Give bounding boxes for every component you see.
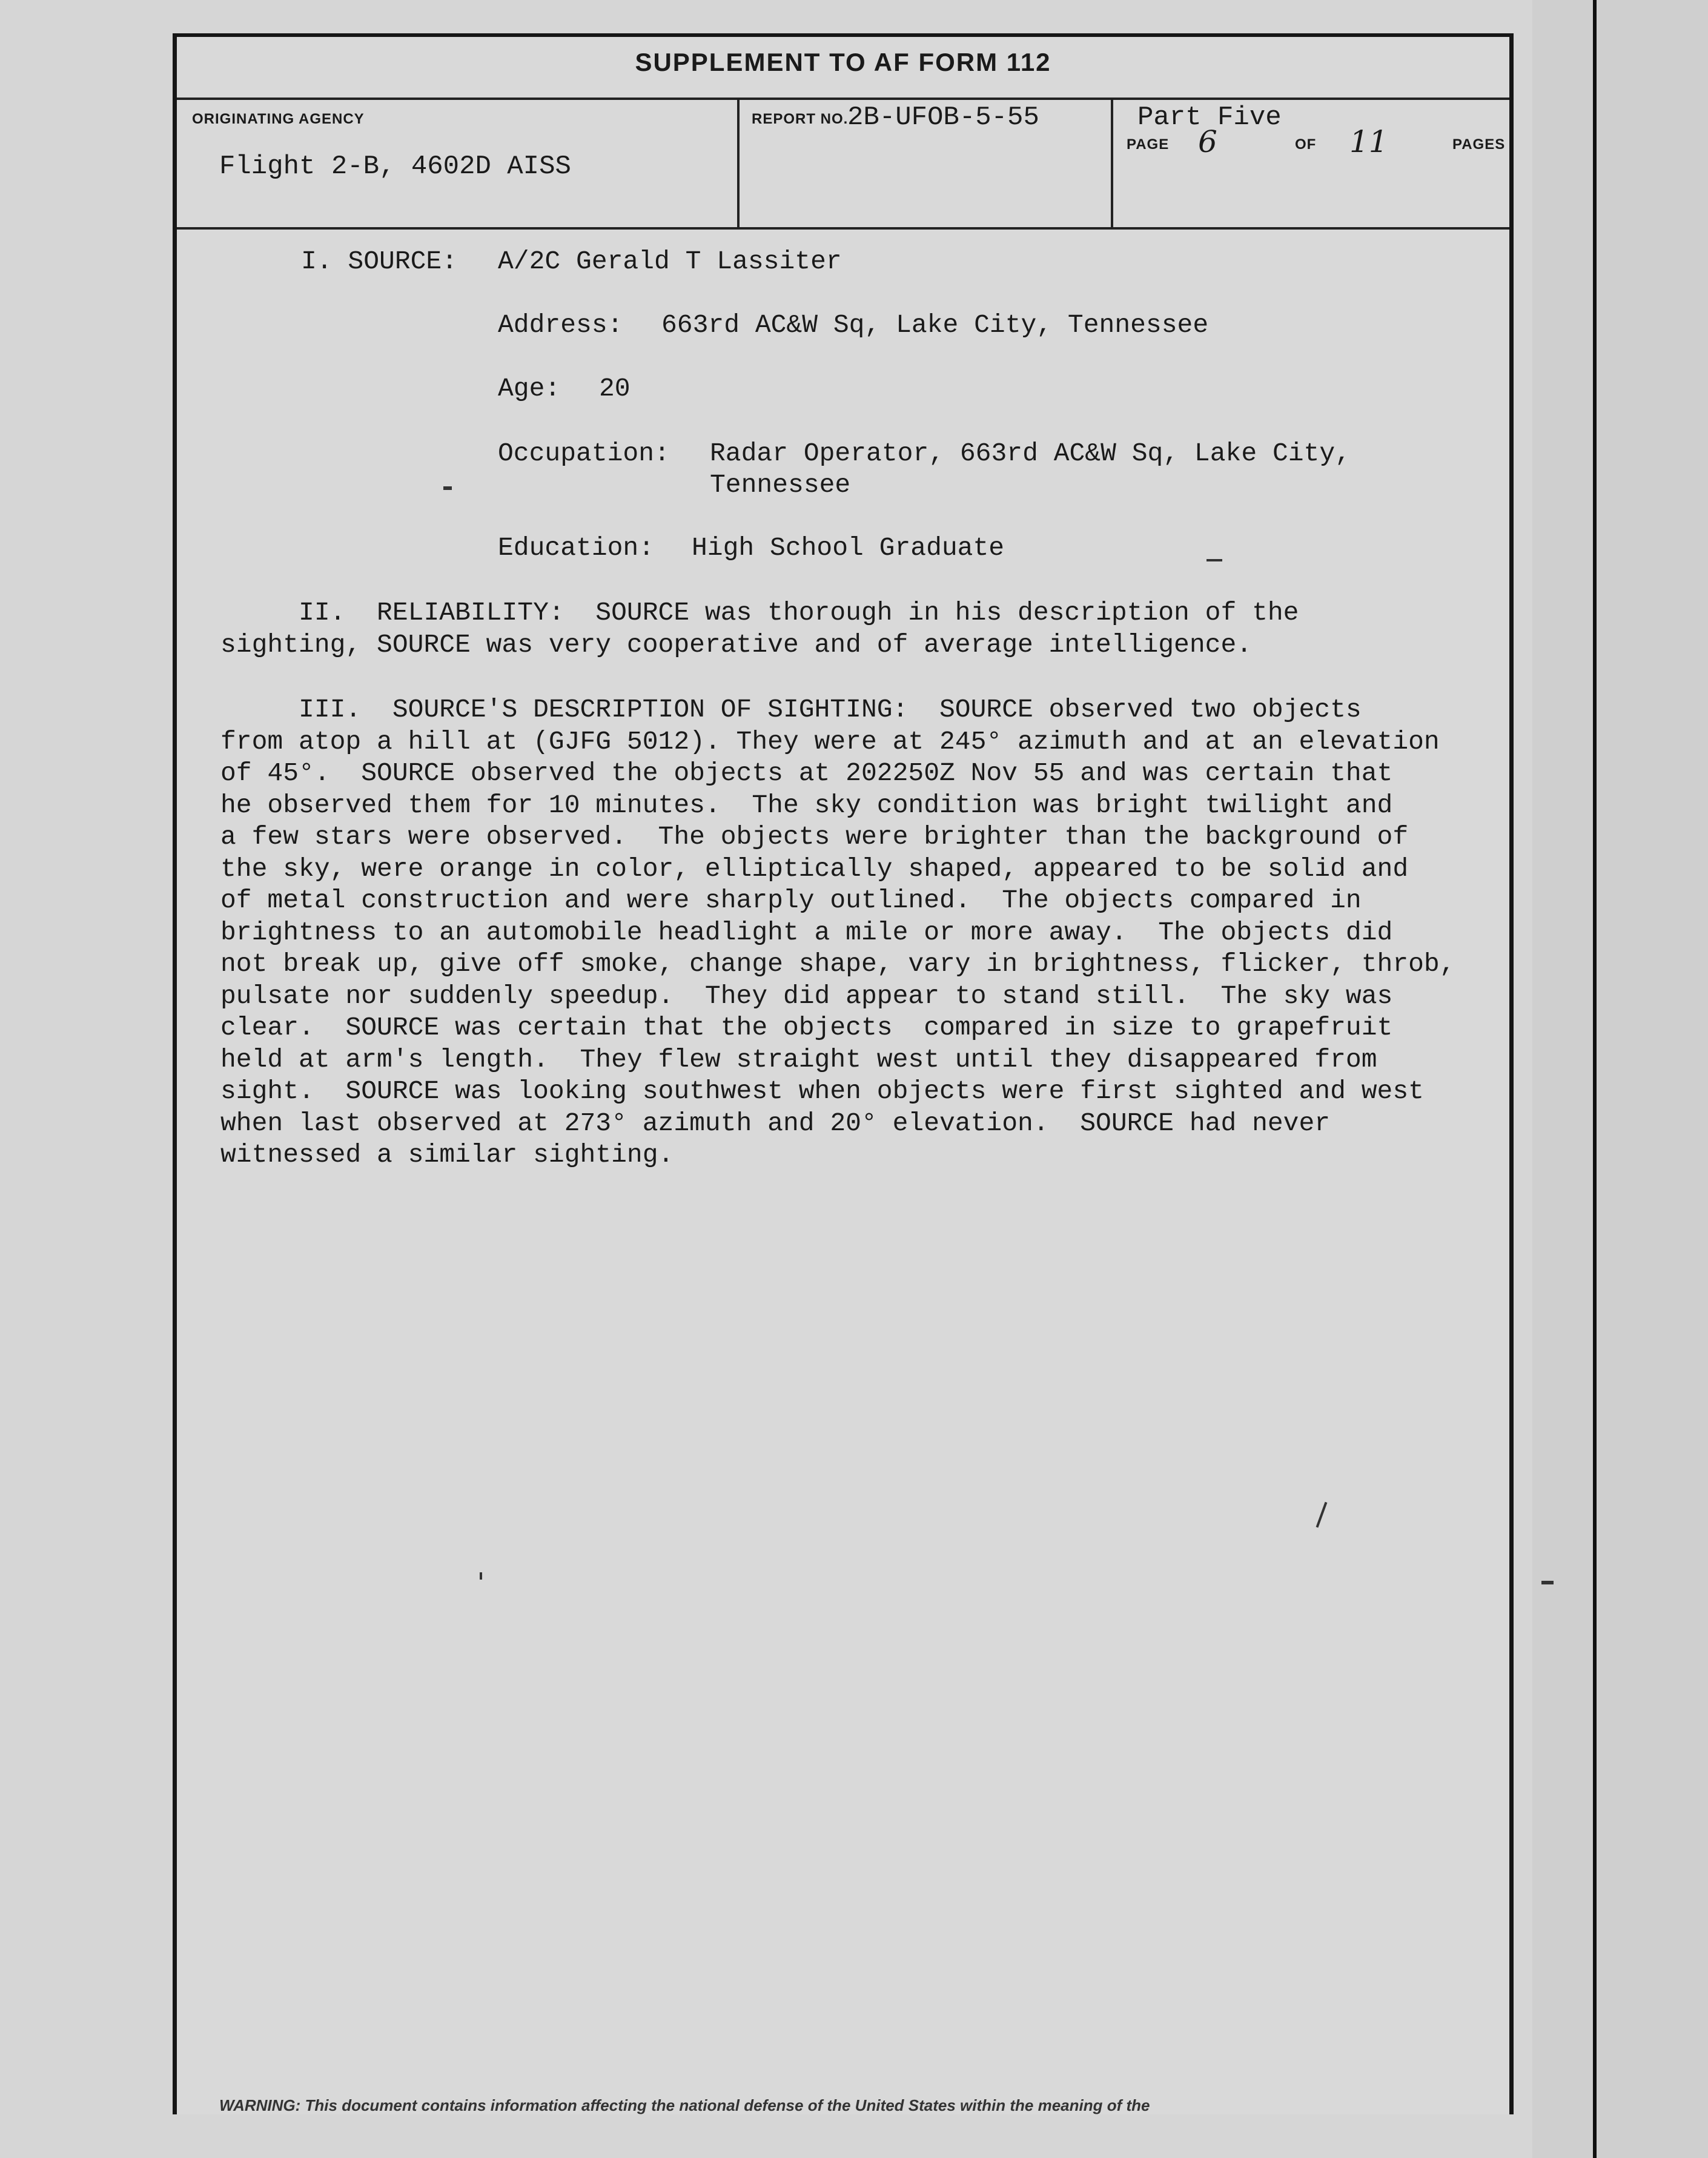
form-header	[177, 98, 1509, 230]
description-line: from atop a hill at (GJFG 5012). They were at 245° azimuth and at an elevation	[220, 726, 1440, 756]
occupation-label: Occupation:	[498, 439, 670, 468]
scan-speck-outside	[1541, 1581, 1554, 1584]
description-line: when last observed at 273° azimuth and 20° elevation. SOURCE had never	[220, 1108, 1331, 1138]
description-section	[220, 694, 1492, 1171]
report-number-cell	[737, 100, 1113, 227]
scan-speck	[1207, 559, 1222, 561]
reliability-line-2: sighting, SOURCE was very cooperative and of average intelligence.	[220, 629, 1253, 660]
page-cell	[1111, 100, 1512, 227]
warning-footer: WARNING: This document contains information affecting the national defense of the United States within the meaning of the	[219, 2096, 1150, 2114]
total-pages: 11	[1349, 124, 1388, 159]
description-line: III. SOURCE'S DESCRIPTION OF SIGHTING: SOURCE observed two objects	[220, 695, 1362, 724]
scan-background-right	[1532, 0, 1708, 2158]
part-value: Part Five	[1137, 102, 1282, 133]
of-label: OF	[1295, 136, 1317, 153]
agency-label: ORIGINATING AGENCY	[192, 111, 365, 127]
address-label: Address:	[498, 310, 623, 340]
description-line: pulsate nor suddenly speedup. They did appear to stand still. The sky was	[220, 981, 1393, 1011]
source-heading: I. SOURCE:	[301, 247, 458, 276]
scan-edge-line	[1593, 0, 1597, 2158]
source-name: A/2C Gerald T Lassiter	[498, 247, 842, 276]
description-line: brightness to an automobile headlight a mile or more away. The objects did	[220, 917, 1393, 947]
occupation-line-1: Radar Operator, 663rd AC&W Sq, Lake City,	[710, 439, 1351, 468]
age-value: 20	[599, 374, 631, 403]
pages-label: PAGES	[1452, 136, 1506, 153]
description-line: held at arm's length. They flew straight west until they disappeared from	[220, 1044, 1377, 1074]
description-line: the sky, were orange in color, elliptically shaped, appeared to be solid and	[220, 853, 1409, 884]
reliability-line-1: II. RELIABILITY: SOURCE was thorough in his description of the	[220, 598, 1299, 627]
report-value: 2B-UFOB-5-55	[847, 102, 1039, 133]
page-number: 6	[1198, 124, 1217, 159]
scan-speck	[1316, 1502, 1328, 1528]
description-line: of metal construction and were sharply outlined. The objects compared in	[220, 885, 1362, 915]
occupation-line-2: Tennessee	[710, 470, 851, 500]
description-line: not break up, give off smoke, change shape, vary in brightness, flicker, throb,	[220, 949, 1455, 979]
agency-value: Flight 2-B, 4602D AISS	[219, 151, 571, 182]
reliability-section	[220, 597, 1492, 661]
originating-agency-cell	[177, 100, 737, 227]
page-label: PAGE	[1127, 136, 1170, 153]
age-label: Age:	[498, 374, 561, 403]
education-value: High School Graduate	[692, 533, 1005, 563]
address-value: 663rd AC&W Sq, Lake City, Tennessee	[661, 310, 1209, 340]
description-line: witnessed a similar sighting.	[220, 1140, 674, 1170]
description-line: he observed them for 10 minutes. The sky condition was bright twilight and	[220, 790, 1393, 820]
description-line: sight. SOURCE was looking southwest when objects were first sighted and west	[220, 1076, 1424, 1106]
scan-speck	[443, 486, 452, 490]
description-line: of 45°. SOURCE observed the objects at 202250Z Nov 55 and was certain that	[220, 758, 1393, 788]
report-label: REPORT NO.	[752, 111, 849, 127]
form-title: SUPPLEMENT TO AF FORM 112	[635, 48, 1051, 76]
description-line: clear. SOURCE was certain that the objects compared in size to grapefruit	[220, 1013, 1393, 1042]
scan-speck	[480, 1572, 482, 1580]
form-page	[173, 33, 1514, 2114]
education-label: Education:	[498, 533, 655, 563]
description-line: a few stars were observed. The objects were brighter than the background of	[220, 822, 1409, 852]
